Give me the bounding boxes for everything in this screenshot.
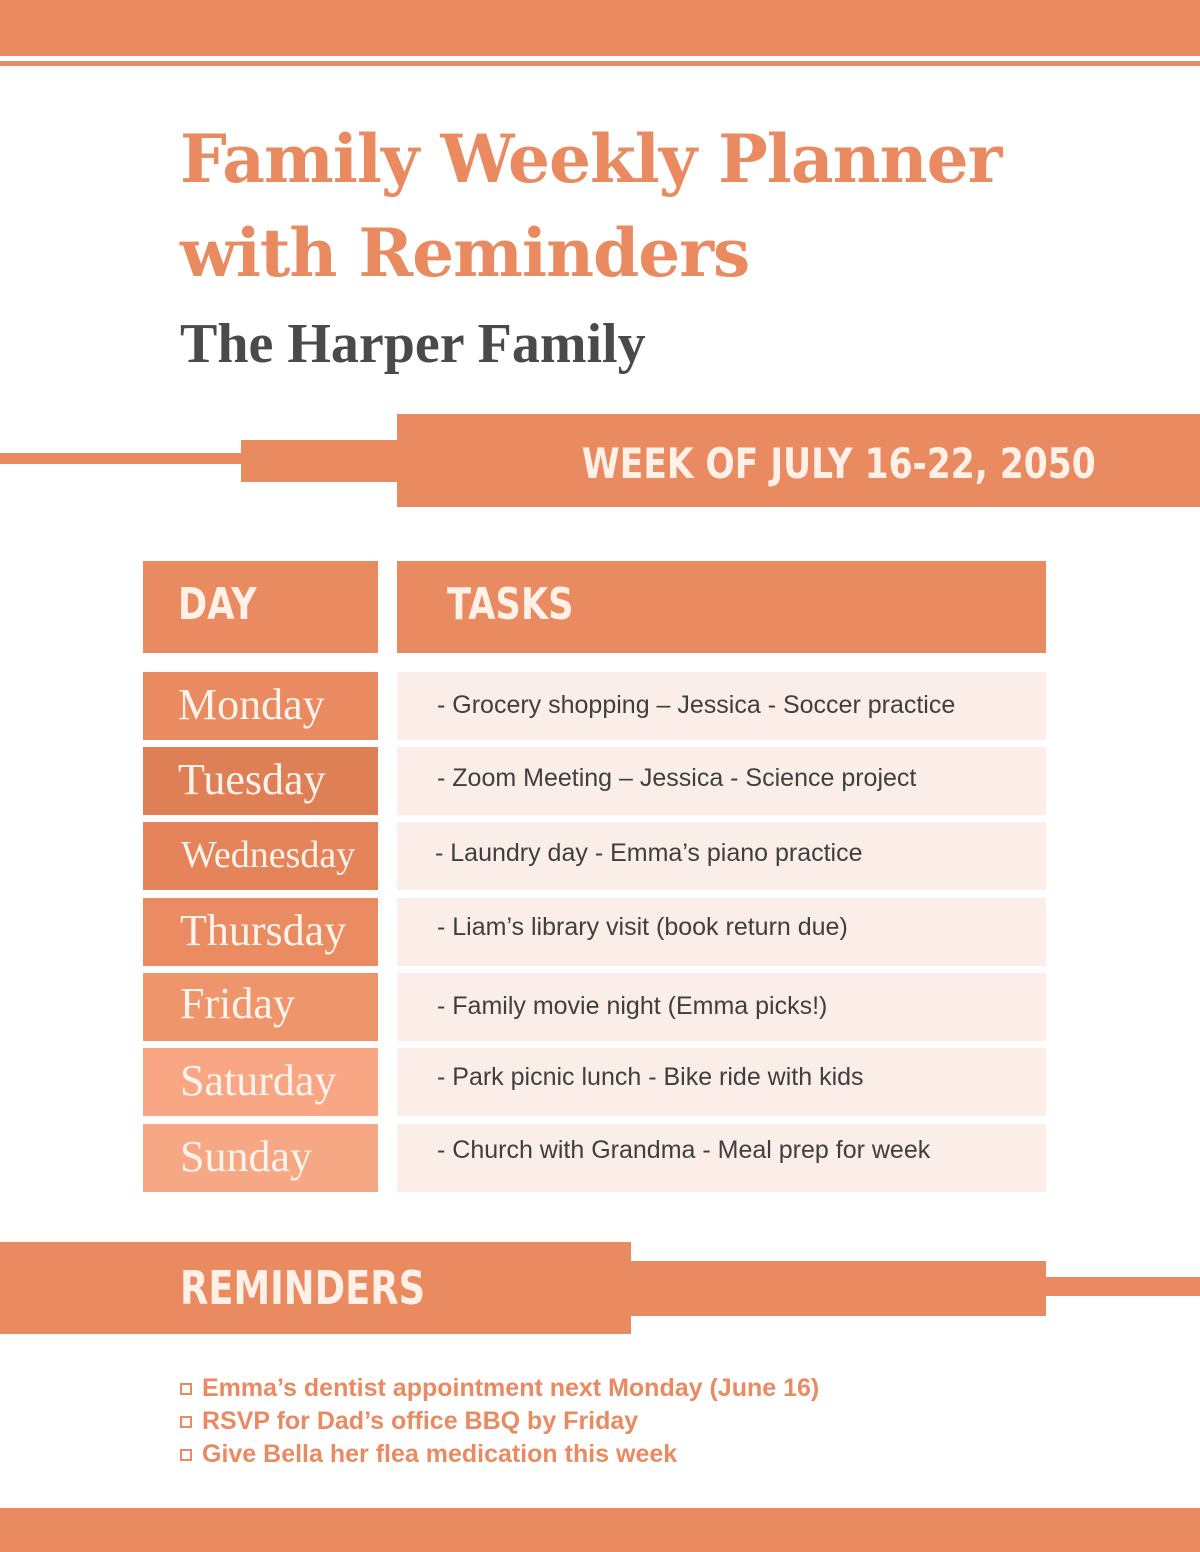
reminders-banner-line: [1040, 1277, 1200, 1296]
reminder-item: [180, 1438, 819, 1471]
reminders-list: [180, 1372, 819, 1471]
task-cell-saturday: - Park picnic lunch - Bike ride with kids: [397, 1048, 1046, 1116]
day-cell-wednesday: Wednesday: [143, 822, 378, 890]
task-cell-monday: - Grocery shopping – Jessica - Soccer practice: [397, 672, 1046, 740]
reminder-item: [180, 1405, 819, 1438]
day-cell-monday: Monday: [143, 672, 378, 740]
family-name: The Harper Family: [180, 313, 646, 375]
task-cell-sunday: - Church with Grandma - Meal prep for week: [397, 1124, 1046, 1192]
reminder-item: [180, 1372, 819, 1405]
week-banner: [397, 414, 1200, 507]
day-column-header: [143, 561, 378, 653]
day-cell-thursday: Thursday: [143, 898, 378, 966]
task-cell-wednesday: - Laundry day - Emma’s piano practice: [397, 822, 1046, 890]
day-cell-saturday: Saturday: [143, 1048, 378, 1116]
tasks-column-label: TASKS: [447, 579, 574, 630]
page-title: Family Weekly Planner with Reminders: [180, 120, 1002, 292]
reminder-text: Give Bella her flea medication this week: [202, 1440, 678, 1468]
reminder-text: Emma’s dentist appointment next Monday (June 16): [202, 1374, 820, 1402]
reminders-banner: [0, 1242, 631, 1334]
day-column-label: DAY: [178, 579, 257, 630]
top-band: [0, 0, 1200, 56]
day-cell-tuesday: Tuesday: [143, 747, 378, 815]
top-divider-line: [0, 61, 1200, 66]
checkbox-icon[interactable]: [180, 1416, 192, 1428]
task-cell-thursday: - Liam’s library visit (book return due): [397, 898, 1046, 966]
task-cell-tuesday: - Zoom Meeting – Jessica - Science project: [397, 747, 1046, 815]
week-label: WEEK OF JULY 16-22, 2050: [582, 439, 1096, 488]
checkbox-icon[interactable]: [180, 1383, 192, 1395]
reminders-banner-mid: [620, 1261, 1046, 1316]
reminders-heading: REMINDERS: [180, 1261, 426, 1315]
week-banner-line: [0, 453, 250, 464]
bottom-band: [0, 1508, 1200, 1552]
week-banner-stub: [241, 440, 411, 482]
task-cell-friday: - Family movie night (Emma picks!): [397, 973, 1046, 1041]
reminder-text: RSVP for Dad’s office BBQ by Friday: [202, 1407, 639, 1435]
day-cell-sunday: Sunday: [143, 1124, 378, 1192]
tasks-column-header: [397, 561, 1046, 653]
day-cell-friday: Friday: [143, 973, 378, 1041]
checkbox-icon[interactable]: [180, 1449, 192, 1461]
